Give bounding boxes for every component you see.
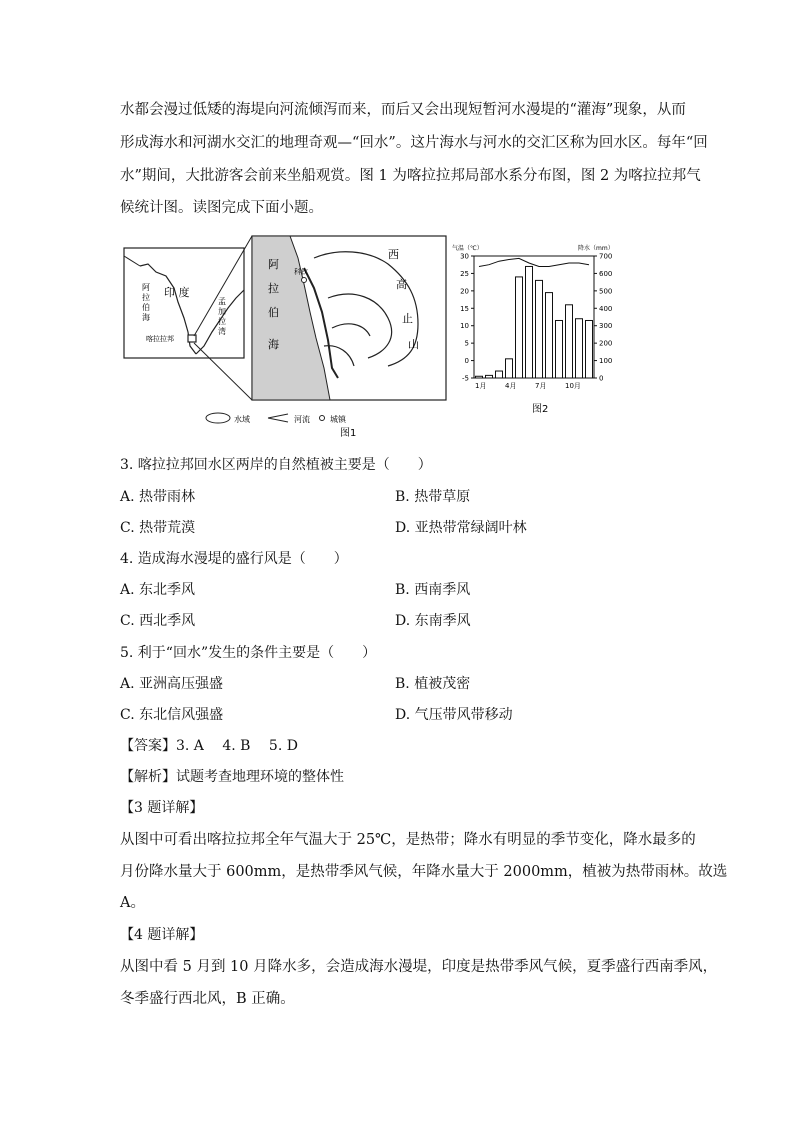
q3-detail-line-1: 从图中可看出喀拉拉邦全年气温大于 25℃，是热带；降水有明显的季节变化，降水最多的 [120,832,696,848]
legend-water-icon [206,413,230,423]
figure-1-caption: 图1 [340,428,357,439]
q5-option-b[interactable]: B. 植被茂密 [395,676,471,692]
q3-option-c[interactable]: C. 热带荒漠 [120,520,196,536]
precip-bar-month-8 [546,293,553,378]
question-4-stem: 4. 造成海水漫堤的盛行风是（ ） [120,551,348,567]
question-3-stem: 3. 喀拉拉邦回水区两岸的自然植被主要是（ ） [120,457,432,473]
q4-option-b[interactable]: B. 西南季风 [395,582,471,598]
precip-tick-label: 700 [599,252,613,261]
precip-bar-month-10 [566,305,573,378]
precip-bar-month-5 [516,277,523,378]
precip-tick-label: 200 [599,339,613,348]
legend-river: 河流 [294,415,310,424]
temperature-line [479,258,589,266]
label-arabian-sea-detail: 阿拉伯海 [268,258,279,351]
q4-option-d[interactable]: D. 东南季风 [395,613,471,629]
legend-city: 城镇 [330,415,346,424]
intro-line-4: 候统计图。读图完成下面小题。 [120,200,323,216]
q3-detail-line-2: 月份降水量大于 600mm，是热带季风气候，年降水量大于 2000mm，植被为热带雨林。故选 [120,864,728,880]
legend-city-icon [320,416,325,421]
kochi-marker [302,278,307,283]
temp-tick-label: 30 [460,252,469,261]
q4-detail-line-2: 冬季盛行西北风，B 正确。 [120,991,295,1007]
intro-line-1: 水都会漫过低矮的海堤向河流倾泻而来，而后又会出现短暂河水漫堤的“灌海”现象，从而 [120,102,686,118]
q3-detail-title: 【3 题详解】 [120,800,204,816]
q4-option-c[interactable]: C. 西北季风 [120,613,196,629]
precip-bar-month-7 [536,280,543,378]
temp-tick-label: 15 [460,304,469,313]
temp-tick-label: 5 [464,339,469,348]
precip-bar-month-12 [586,320,593,378]
label-bay-of-bengal: 孟加拉湾 [218,297,226,336]
temp-tick-label: 20 [460,287,469,296]
q4-option-a[interactable]: A. 东北季风 [120,582,196,598]
month-label: 7月 [535,382,547,390]
question-5-stem: 5. 利于“回水”发生的条件主要是（ ） [120,645,377,661]
precip-tick-label: 500 [599,287,613,296]
q5-option-a[interactable]: A. 亚洲高压强盛 [120,676,224,692]
answer-line: 【答案】3. A 4. B 5. D [120,738,298,754]
kerala-marker [188,335,196,342]
temp-tick-label: 0 [464,357,469,366]
precip-bar-month-6 [526,266,533,378]
q3-detail-line-3: A。 [120,895,145,911]
intro-line-2: 形成海水和河湖水交汇的地理奇观—“回水”。这片海水与河水的交汇区称为回水区。每年“回 [120,135,708,151]
temp-tick-label: 10 [460,322,469,331]
temp-tick-label: -5 [462,374,469,383]
temp-tick-label: 25 [460,269,469,278]
q5-option-c[interactable]: C. 东北信风强盛 [120,707,224,723]
precip-tick-label: 400 [599,304,613,313]
q3-option-b[interactable]: B. 热带草原 [395,489,471,505]
label-arabian-sea-inset: 阿拉伯海 [142,283,150,322]
precip-bar-month-11 [576,319,583,378]
precip-tick-label: 100 [599,357,613,366]
legend-water: 水域 [234,415,250,424]
figure-2-caption: 图2 [532,404,549,415]
intro-line-3: 水”期间，大批游客会前来坐船观赏。图 1 为喀拉拉邦局部水系分布图，图 2 为喀拉拉邦气 [120,168,701,184]
legend-river-icon [268,414,288,422]
q3-option-a[interactable]: A. 热带雨林 [120,489,196,505]
temp-axis-label: 气温（℃） [452,245,483,252]
label-india: 印 度 [164,286,190,299]
label-kochi: 科钦 [294,268,308,276]
month-label: 1月 [475,382,487,390]
q4-detail-title: 【4 题详解】 [120,927,204,943]
precip-tick-label: 600 [599,269,613,278]
precip-tick-label: 0 [599,374,604,383]
precip-axis-label: 降水（mm） [578,245,614,252]
month-label: 4月 [505,382,517,390]
q4-detail-line-1: 从图中看 5 月到 10 月降水多，会造成海水漫堤，印度是热带季风气候，夏季盛行西南季风， [120,959,718,975]
analysis-line: 【解析】试题考查地理环境的整体性 [120,769,344,785]
precip-bar-month-9 [556,320,563,378]
precip-tick-label: 300 [599,322,613,331]
month-label: 10月 [565,382,581,390]
precip-bar-month-3 [496,371,503,378]
figure-1-map [118,228,450,446]
figure-2-climate-chart [450,240,620,420]
q3-option-d[interactable]: D. 亚热带常绿阔叶林 [395,520,527,536]
q5-option-d[interactable]: D. 气压带风带移动 [395,707,513,723]
label-kerala: 喀拉拉邦 [146,335,174,343]
label-western-ghats: 西高止山 [388,248,419,351]
precip-bar-month-4 [506,359,513,378]
